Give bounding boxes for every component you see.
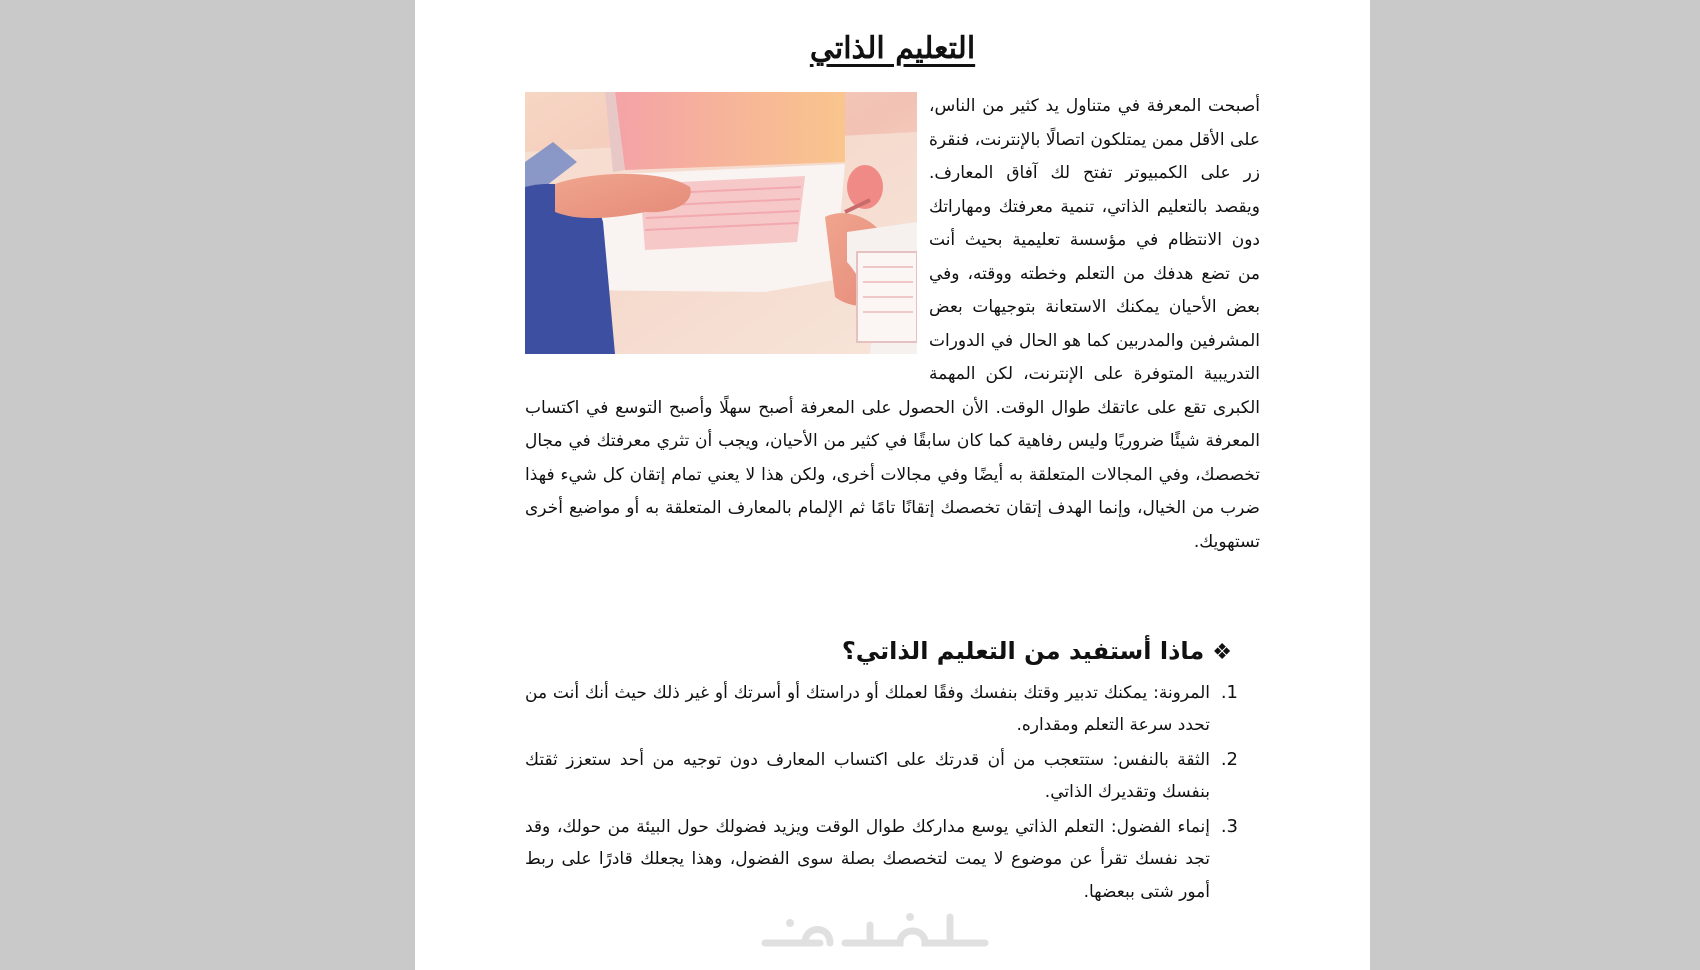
list-item-text: الثقة بالنفس: ستتعجب من أن قدرتك على اكتساب المعارف دون توجيه من أحد ستعزز ثقتك بنفسك وتقديرك الذاتي. [525, 749, 1210, 803]
benefits-list [525, 677, 1260, 909]
list-item [525, 811, 1238, 909]
khamsat-watermark-logo [750, 905, 1000, 955]
list-number: 3. [1220, 815, 1238, 837]
page-content [525, 28, 1260, 910]
list-number: 2. [1220, 748, 1238, 770]
laptop-photo [525, 92, 917, 354]
intro-section [525, 90, 1260, 559]
list-number: 1. [1220, 681, 1238, 703]
section-heading-text: ماذا أستفيد من التعليم الذاتي؟ [841, 637, 1205, 665]
list-item-text: المرونة: يمكنك تدبير وقتك بنفسك وفقًا لعملك أو دراستك أو أسرتك أو غير ذلك حيث أنك أنت من تحدد سرعة التعلم ومقداره. [525, 682, 1210, 736]
diamond-bullet-icon: ❖ [1212, 640, 1232, 665]
document-page [415, 0, 1370, 970]
section-heading [525, 635, 1260, 669]
list-item-text: إنماء الفضول: التعلم الذاتي يوسع مداركك طوال الوقت ويزيد فضولك حول البيئة من حولك، وقد تجد نفسك تقرأ عن موضوع لا يمت لتخصصك بصلة سوى الفضول، وهذا يجعلك قادرًا على ربط أمور شتى ببعضها. [525, 816, 1210, 902]
document-title: التعليم الذاتي [809, 31, 976, 66]
list-item [525, 744, 1238, 809]
list-item [525, 677, 1238, 742]
intro-paragraph: أصبحت المعرفة في متناول يد كثير من الناس، على الأقل ممن يمتلكون اتصالًا بالإنترنت، فنقرة زر على الكمبيوتر تفتح لك آفاق المعارف. ويقصد بالتعليم الذاتي، تنمية معرفتك ومهاراتك دون الانتظام في مؤسسة تعليمية بحيث أنت من تضع هدفك من التعلم وخطته ووقته، وفي بعض الأحيان يمكنك الاستعانة بتوجيهات بعض المشرفين والمدربين كما هو الحال في الدورات التدريبية المتوفرة على الإنترنت، لكن المهمة الكبرى تقع على عاتقك طوال الوقت. الأن الحصول على المعرفة أصبح سهلًا وأصبح التوسع في اكتساب المعرفة شيئًا ضروريًا وليس رفاهية كما كان سابقًا في كثير من الأحيان، ويجب أن تثري معرفتك في مجال تخصصك، وفي المجالات المتعلقة به أيضًا وفي مجالات أخرى، ولكن هذا لا يعني تمام إتقان كل شيء فهذا ضرب من الخيال، وإنما الهدف إتقان تخصصك إتقانًا تامًا ثم الإلمام بالمعارف المتعلقة به أو مواضيع أخرى تستهويك. [525, 96, 1260, 552]
